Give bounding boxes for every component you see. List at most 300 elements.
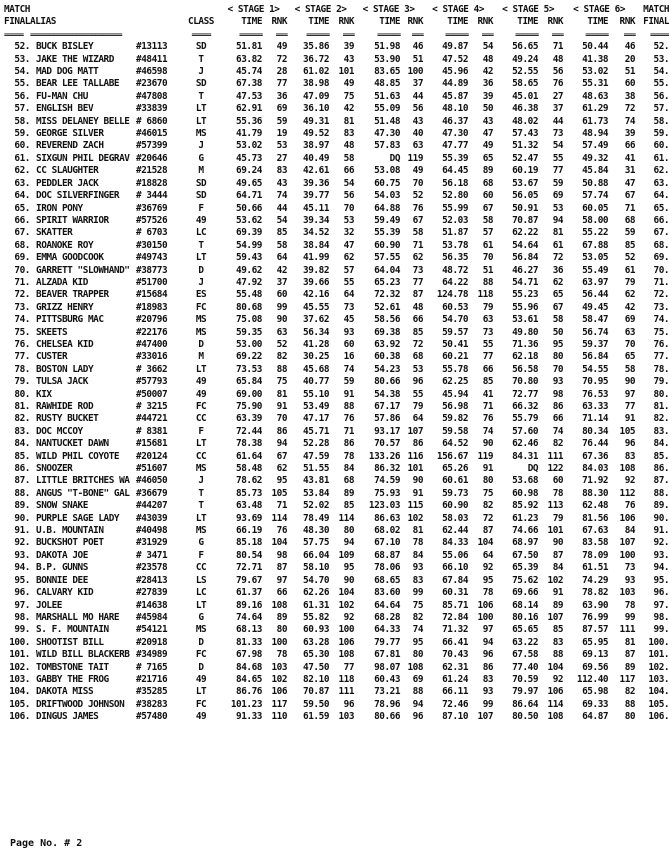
match-rank: 65. xyxy=(14,202,30,214)
match-final: 72. xyxy=(653,289,669,301)
stage-3-rank: 81 xyxy=(412,525,424,537)
stage-5-rank: 113 xyxy=(547,500,564,512)
stage-1-rank: 74 xyxy=(276,190,288,202)
match-rank: 74. xyxy=(14,314,30,326)
shooter-alias: B.P. GUNNS xyxy=(36,562,88,574)
stage-4-time: 62.25 xyxy=(442,376,469,388)
stage-5-rank: 72 xyxy=(552,252,564,264)
stage-3-rank: 43 xyxy=(412,115,424,127)
stage-2-rank: 39 xyxy=(343,41,355,53)
stage-6-time: 56.44 xyxy=(582,289,609,301)
stage-4-rank: 68 xyxy=(482,177,494,189)
stage-5-header: < STAGE 5> xyxy=(502,4,555,15)
shooter-alias: GEORGE SILVER xyxy=(36,128,104,140)
stage-1-time: 59.43 xyxy=(236,252,263,264)
stage-6-rank: 88 xyxy=(624,698,636,710)
match-rank: 76. xyxy=(14,338,30,350)
stage-6-rank: 84 xyxy=(624,525,636,537)
sass-number: #46015 xyxy=(136,128,168,140)
stage-4-rank: 54 xyxy=(482,41,494,53)
shooter-class: J xyxy=(198,140,204,152)
stage-4-rank: 79 xyxy=(482,301,494,313)
stage-4-rank: 66 xyxy=(482,363,494,375)
shooter-alias: KIX xyxy=(36,388,52,400)
stage-5-time: 62.46 xyxy=(512,438,539,450)
table-row xyxy=(4,153,669,165)
stage-6-time: 88.30 xyxy=(582,487,609,499)
shooter-alias: RAWHIDE ROD xyxy=(36,401,94,412)
match-rank: 92. xyxy=(14,537,30,549)
stage-6-rank: 72 xyxy=(624,103,636,115)
stage-3-rank: 75 xyxy=(412,599,424,611)
sass-number: #21528 xyxy=(136,165,168,177)
stage-3-time: 60.75 xyxy=(374,177,401,189)
stage-4-time: 59.57 xyxy=(442,326,469,338)
stage-4-time: 59.58 xyxy=(442,425,469,437)
stage-1-rank: 103 xyxy=(271,661,288,673)
stage-1-time: 74.64 xyxy=(236,611,263,623)
stage-2-rank: 76 xyxy=(343,413,355,425)
stage-4-rank: 95 xyxy=(482,574,494,586)
match-rank: 85. xyxy=(14,450,30,462)
stage-1-time: 61.64 xyxy=(236,450,263,462)
stage-6-time: 70.95 xyxy=(582,376,609,388)
stage-4-rank: 88 xyxy=(482,276,494,288)
stage-1-rank: 97 xyxy=(276,574,288,586)
table-row xyxy=(4,128,669,140)
stage-1-rank: 94 xyxy=(276,438,288,450)
match-rank: 86. xyxy=(14,463,30,475)
match-final-right-2: FINAL xyxy=(643,16,669,28)
shooter-alias: WILD PHIL COYOTE xyxy=(36,450,120,462)
stage-4-rank: 97 xyxy=(482,624,494,636)
match-final: 90. xyxy=(653,512,669,524)
match-final: 69. xyxy=(653,252,669,264)
stage-2-rank: 43 xyxy=(343,53,355,65)
sass-number: #22176 xyxy=(136,326,168,338)
stage-5-time: 67.50 xyxy=(512,549,539,561)
stage-4-rank: 39 xyxy=(482,90,494,102)
table-row xyxy=(4,103,669,115)
table-row xyxy=(4,674,669,686)
stage-2-time: 38.97 xyxy=(303,140,330,152)
shooter-alias: JAKE THE WIZARD xyxy=(36,53,114,65)
stage-3-time: 75.93 xyxy=(374,487,401,499)
stage-4-rank: 42 xyxy=(482,66,494,78)
stage-3-rank: 93 xyxy=(412,562,424,574)
stage-3-rank: 68 xyxy=(412,351,424,363)
stage-1-rank: 28 xyxy=(276,66,288,78)
stage-1-rank: 27 xyxy=(276,152,288,164)
sass-number: # 3444 xyxy=(136,190,168,202)
stage-4-time: 56.35 xyxy=(442,252,469,264)
stage-1-time: 66.19 xyxy=(236,525,263,537)
stage-5-rank: 59 xyxy=(552,177,564,189)
stage-4-time: 56.98 xyxy=(442,401,469,412)
stage-4-rank: 43 xyxy=(482,115,494,127)
stage-5-time: 57.60 xyxy=(512,425,539,437)
stage-6-time: 48.94 xyxy=(582,128,609,140)
stage-2-time: 39.34 xyxy=(303,214,330,226)
sass-number: #20124 xyxy=(136,450,168,462)
match-final: 94. xyxy=(653,562,669,574)
stage-2-time: 39.82 xyxy=(303,264,330,276)
sass-number: #51607 xyxy=(136,463,168,475)
stage-6-time: 76.99 xyxy=(582,611,609,623)
stage-1-rank: 81 xyxy=(276,388,288,400)
stage-6-rank: 70 xyxy=(624,338,636,350)
stage-6-rank: 105 xyxy=(619,425,636,437)
stage-4-rank: 74 xyxy=(482,425,494,437)
match-rank: 88. xyxy=(14,487,30,499)
match-final: 92. xyxy=(653,537,669,549)
table-row xyxy=(4,637,669,649)
sass-number: #18983 xyxy=(136,301,168,313)
stage-5-time: 85.92 xyxy=(512,500,539,512)
match-rank: 59. xyxy=(14,128,30,140)
sass-number: #40498 xyxy=(136,525,168,537)
match-final: 61. xyxy=(653,152,669,164)
match-final: 67. xyxy=(653,227,669,239)
match-rank: 93. xyxy=(14,549,30,561)
stage-1-rank: 42 xyxy=(276,264,288,276)
stage-5-rank: 104 xyxy=(547,661,564,673)
stage-3-rank: 107 xyxy=(407,425,424,437)
stage-1-rank: 67 xyxy=(276,450,288,462)
stage-6-rank: 85 xyxy=(624,239,636,251)
stage-6-time: 67.88 xyxy=(582,239,609,251)
stage-6-rank: 90 xyxy=(624,376,636,388)
stage-3-rank: 48 xyxy=(412,301,424,313)
stage-4-time: 47.77 xyxy=(442,140,469,152)
stage-5-rank: 74 xyxy=(552,425,564,437)
stage-5-rank: 44 xyxy=(552,115,564,127)
stage-5-rank: 83 xyxy=(552,636,564,648)
stage-5-time: 77.40 xyxy=(512,661,539,673)
stage-2-time: 53.84 xyxy=(303,487,330,499)
stage-3-time: 64.04 xyxy=(374,264,401,276)
stage-6-header: < STAGE 6> xyxy=(573,4,626,15)
table-row xyxy=(4,575,669,587)
stage-3-rank: 56 xyxy=(412,103,424,115)
stage-5-rank: 111 xyxy=(547,450,564,462)
stage-5-time: 68.97 xyxy=(512,537,539,549)
stage-1-rank: 80 xyxy=(276,624,288,636)
stage-3-time: 54.23 xyxy=(374,363,401,375)
stage-3-time: DQ xyxy=(389,152,401,164)
stage-6-rank: 65 xyxy=(624,351,636,363)
stage-1-rank: 63 xyxy=(276,326,288,338)
stage-6-time: 55.31 xyxy=(582,78,609,90)
shooter-class: CC xyxy=(195,562,207,574)
stage-1-rank: 71 xyxy=(276,500,288,512)
stage-5-rank: 108 xyxy=(547,711,564,723)
stage-2-rank: 54 xyxy=(343,177,355,189)
shooter-alias: U.B. MOUNTAIN xyxy=(36,525,104,537)
stage-6-time: 78.82 xyxy=(582,587,609,599)
stage-2-time: 57.75 xyxy=(303,537,330,549)
stage-3-time: 59.49 xyxy=(374,214,401,226)
stage-1-time: 85.18 xyxy=(236,537,263,549)
stage-3-time: 78.06 xyxy=(374,562,401,574)
match-rank: 61. xyxy=(14,152,30,164)
stage-1-rank: 114 xyxy=(271,512,288,524)
stage-1-rank: 95 xyxy=(276,475,288,487)
stage-6-time: 45.84 xyxy=(582,165,609,177)
shooter-class: T xyxy=(198,487,204,499)
shooter-class: M xyxy=(198,165,204,177)
stage-1-rank: 88 xyxy=(276,363,288,375)
stage-6-time: 67.36 xyxy=(582,450,609,462)
stage-6-rank: 81 xyxy=(624,636,636,648)
stage-2-rank: 60 xyxy=(343,338,355,350)
stage-1-time: 58.48 xyxy=(236,463,263,475)
match-rank: 53. xyxy=(14,53,30,65)
stage-1-rank: 91 xyxy=(276,401,288,412)
shooter-alias: BOSTON LADY xyxy=(36,363,94,375)
stage-5-rank: 98 xyxy=(552,388,564,400)
shooter-alias: ENGLISH BEV xyxy=(36,103,94,115)
stage-5-time: 46.27 xyxy=(512,264,539,276)
stage-3-time: 123.03 xyxy=(368,500,401,512)
stage-3-rank: 82 xyxy=(412,611,424,623)
stage-4-time: 62.44 xyxy=(442,525,469,537)
stage-2-rank: 77 xyxy=(343,661,355,673)
shooter-alias: IRON PONY xyxy=(36,202,83,214)
shooter-class: D xyxy=(198,338,204,350)
match-final: 71. xyxy=(653,276,669,288)
match-final: 104. xyxy=(648,686,669,698)
stage-3-time: 55.39 xyxy=(374,227,401,239)
stage-3-time: 63.92 xyxy=(374,338,401,350)
stage-4-rank: 55 xyxy=(482,338,494,350)
stage-6-rank: 93 xyxy=(624,574,636,586)
stage-2-time: 56.34 xyxy=(303,326,330,338)
shooter-class: F xyxy=(198,202,204,214)
table-row xyxy=(4,289,669,301)
stage-5-time: 68.14 xyxy=(512,599,539,611)
stage-4-rank: 41 xyxy=(482,388,494,400)
stage-2-time: 52.28 xyxy=(303,438,330,450)
stage-5-rank: 79 xyxy=(552,512,564,524)
stage-6-rank: 108 xyxy=(619,463,636,475)
stage-1-time: 51.81 xyxy=(236,41,263,53)
stage-1-time: 75.90 xyxy=(236,401,263,412)
stage-6-rank: 76 xyxy=(624,500,636,512)
sass-number: #46050 xyxy=(136,475,168,487)
stage-4-time: 72.84 xyxy=(442,611,469,623)
match-rank: 58. xyxy=(14,115,30,127)
stage-1-time: 91.33 xyxy=(236,711,263,723)
shooter-class: FC xyxy=(195,649,207,661)
stage-5-time: 48.02 xyxy=(512,115,539,127)
stage-1-rank: 69 xyxy=(276,103,288,115)
shooter-alias: BUCK BISLEY xyxy=(36,41,94,53)
stage-2-time: 41.28 xyxy=(303,338,330,350)
match-final: 80. xyxy=(653,388,669,400)
stage-6-rank: 67 xyxy=(624,190,636,202)
shooter-alias: GABBY THE FROG xyxy=(36,673,109,685)
sass-number: #14638 xyxy=(136,599,168,611)
shooter-alias: FU-MAN CHU xyxy=(36,90,88,102)
stage-4-rank: 50 xyxy=(482,103,494,115)
stage-1-time: 80.68 xyxy=(236,301,263,313)
stage-4-rank: 82 xyxy=(482,500,494,512)
stage-5-time: 49.80 xyxy=(512,326,539,338)
table-row xyxy=(4,227,669,239)
stage-6-rank: 80 xyxy=(624,711,636,723)
stage-3-time: 51.63 xyxy=(374,90,401,102)
shooter-alias: BONNIE DEE xyxy=(36,574,88,586)
stage-6-time: 50.44 xyxy=(582,41,609,53)
match-final: 59. xyxy=(653,128,669,140)
stage-5-time: 53.68 xyxy=(512,475,539,487)
stage-4-time: 66.11 xyxy=(442,686,469,698)
header-underline: ====== xyxy=(306,29,330,39)
stage-2-time: 38.98 xyxy=(303,78,330,90)
table-row xyxy=(4,277,669,289)
stage-3-rank: 40 xyxy=(412,128,424,140)
stage-2-rank: 90 xyxy=(343,574,355,586)
stage-6-time: 65.98 xyxy=(582,686,609,698)
stage-6-rank: 69 xyxy=(624,314,636,326)
stage-5-rank: 37 xyxy=(552,103,564,115)
sass-number: #47400 xyxy=(136,338,168,350)
stage-2-rank: 85 xyxy=(343,500,355,512)
stage-2-time: 45.71 xyxy=(303,425,330,437)
stage-3-rank: 37 xyxy=(412,78,424,90)
stage-2-rank: 59 xyxy=(343,376,355,388)
stage-5-time: 54.64 xyxy=(512,239,539,251)
stage-4-time: 66.41 xyxy=(442,636,469,648)
stage-5-time: 80.50 xyxy=(512,711,539,723)
shooter-class: 49 xyxy=(195,214,207,226)
match-rank: 62. xyxy=(14,165,30,177)
stage-1-rank: 98 xyxy=(276,549,288,561)
stage-4-time: 84.33 xyxy=(442,537,469,549)
stage-4-time: 64.52 xyxy=(442,438,469,450)
table-row xyxy=(4,203,669,215)
stage-6-rank: 71 xyxy=(624,202,636,214)
stage-6-rank: 74 xyxy=(624,115,636,127)
stage-3-rank: 94 xyxy=(412,698,424,710)
match-final-right-1: MATCH xyxy=(643,4,669,15)
shooter-class: J xyxy=(198,475,204,487)
stage-6-time: 56.84 xyxy=(582,351,609,363)
stage-1-rank: 70 xyxy=(276,413,288,425)
shooter-alias: DAKOTA JOE xyxy=(36,549,88,561)
stage-5-rank: 95 xyxy=(552,338,564,350)
stage-5-rank: 93 xyxy=(552,376,564,388)
stage-2-time: 40.49 xyxy=(303,152,330,164)
stage-1-time: 61.37 xyxy=(236,587,263,599)
stage-2-rank: 111 xyxy=(338,686,355,698)
shooter-alias: CC SLAUGHTER xyxy=(36,165,99,177)
stage-6-rank: 100 xyxy=(619,549,636,561)
stage-6-rank: 38 xyxy=(624,90,636,102)
stage-6-time: 83.58 xyxy=(582,537,609,549)
stage-4-rank: 89 xyxy=(482,165,494,177)
table-row xyxy=(4,240,669,252)
stage-5-rank: 55 xyxy=(552,152,564,164)
shooter-alias: SNOW SNAKE xyxy=(36,500,88,512)
stage-3-rank: 71 xyxy=(412,239,424,251)
final-label: FINAL xyxy=(4,16,30,28)
stage-1-time: 55.48 xyxy=(236,289,263,301)
match-final: 52. xyxy=(653,41,669,53)
match-rank: 101. xyxy=(9,649,30,661)
stage-5-rank: 114 xyxy=(547,698,564,710)
stage-5-rank: 56 xyxy=(552,66,564,78)
stage-2-time: 47.09 xyxy=(303,90,330,102)
table-row xyxy=(4,500,669,512)
stage-4-time: 45.94 xyxy=(442,388,469,400)
stage-6-time: 63.97 xyxy=(582,276,609,288)
stage-3-time: 68.87 xyxy=(374,549,401,561)
stage-4-rank: 75 xyxy=(482,487,494,499)
stage-5-time: 60.19 xyxy=(512,165,539,177)
stage-4-time: 87.10 xyxy=(442,711,469,723)
stage-5-time: 55.79 xyxy=(512,413,539,425)
table-row xyxy=(4,438,669,450)
stage-2-rank: 42 xyxy=(343,103,355,115)
stage-6-time: 67.63 xyxy=(582,525,609,537)
stage-4-rank: 83 xyxy=(482,673,494,685)
shooter-class: LT xyxy=(195,363,207,375)
stage-2-time: 78.49 xyxy=(303,512,330,524)
stage-6-rank: 77 xyxy=(624,401,636,412)
shooter-class: T xyxy=(198,53,204,65)
stage-6-time: 80.34 xyxy=(582,425,609,437)
shooter-alias: CALVARY KID xyxy=(36,587,94,599)
stage-5-time: 56.65 xyxy=(512,41,539,53)
stage-4-time: 45.96 xyxy=(442,66,469,78)
stage-6-rank: 107 xyxy=(619,537,636,549)
stage-6-rank: 89 xyxy=(624,661,636,673)
stage-4-time: 124.78 xyxy=(436,289,469,301)
stage-1-rank: 77 xyxy=(276,78,288,90)
shooter-class: MS xyxy=(195,624,207,636)
match-rank: 95. xyxy=(14,574,30,586)
shooter-alias: DINGUS JAMES xyxy=(36,711,99,723)
stage-2-rank: 62 xyxy=(343,252,355,264)
stage-1-rank: 76 xyxy=(276,525,288,537)
stage-2-rank: 88 xyxy=(343,401,355,412)
stage-4-rank: 64 xyxy=(482,549,494,561)
stage-6-time: 65.95 xyxy=(582,636,609,648)
shooter-alias: DOC SILVERFINGER xyxy=(36,190,120,202)
stage-1-time: 53.00 xyxy=(236,338,263,350)
stage-2-time: 59.50 xyxy=(303,698,330,710)
stage-4-rank: 104 xyxy=(477,537,494,549)
stage-5-time: 69.66 xyxy=(512,587,539,599)
match-final: 57. xyxy=(653,103,669,115)
stage-1-rank: 60 xyxy=(276,289,288,301)
stage-4-time: 54.70 xyxy=(442,314,469,326)
stage-3-rank: 115 xyxy=(407,500,424,512)
time-header: TIME xyxy=(379,16,401,28)
table-row xyxy=(4,54,669,66)
header-underline: ===== xyxy=(191,29,211,39)
stage-3-time: 58.56 xyxy=(374,314,401,326)
stage-5-rank: 27 xyxy=(552,90,564,102)
match-rank: 70. xyxy=(14,264,30,276)
stage-1-rank: 87 xyxy=(276,562,288,574)
stage-3-time: 67.81 xyxy=(374,649,401,661)
match-rank: 68. xyxy=(14,239,30,251)
stage-4-time: 72.46 xyxy=(442,698,469,710)
match-rank: 104. xyxy=(9,686,30,698)
